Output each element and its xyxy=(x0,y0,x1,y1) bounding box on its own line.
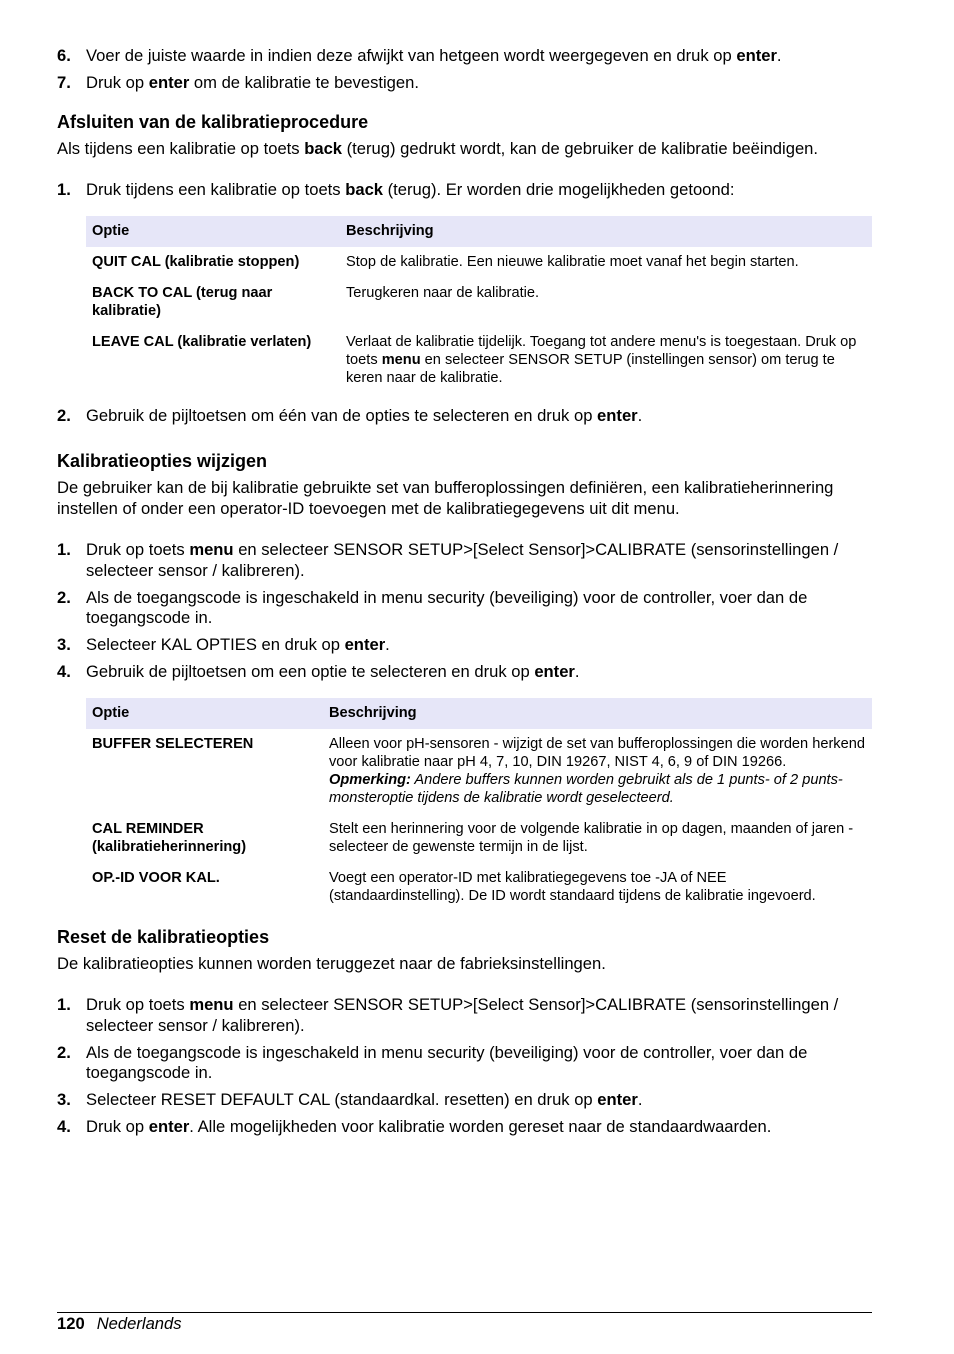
table-row xyxy=(86,278,872,327)
step-text-end: (terug). Er worden drie mogelijkheden getoond: xyxy=(383,180,735,199)
step-number: 1. xyxy=(57,540,71,559)
desc-text-end: en selecteer SENSOR SETUP (instellingen sensor) om terug te keren naar de kalibratie. xyxy=(346,351,835,386)
key-name: enter xyxy=(148,73,190,92)
step-number: 4. xyxy=(57,662,71,681)
key-name: enter xyxy=(534,662,575,681)
step-text-end: . xyxy=(637,405,643,425)
step-number: 2. xyxy=(57,587,71,607)
note-text: Andere buffers kunnen worden gebruikt als de 1 punts- of 2 punts-monsteroptie tijdens de kalibratie wordt geselecteerd. xyxy=(329,771,843,806)
step-text-end: en selecteer SENSOR SETUP>[Select Sensor]>CALIBRATE (sensorinstellingen / selecteer sensor / kalibreren). xyxy=(86,540,839,580)
step-item xyxy=(57,73,872,94)
step-text-end: om de kalibratie te bevestigen. xyxy=(189,73,419,92)
key-name: back xyxy=(345,180,384,199)
step-text: Als de toegangscode is ingeschakeld in menu security (beveiliging) voor de controller, voer dan de toegangscode in. xyxy=(86,587,808,627)
step-number: 4. xyxy=(57,1117,71,1136)
table-row xyxy=(86,247,872,278)
para-text: Als tijdens een kalibratie op toets xyxy=(57,138,305,158)
section-paragraph: De gebruiker kan de bij kalibratie gebruikte set van bufferoplossingen definiëren, een kalibratieherinnering instellen of onder een operator-ID toevoegen met de kalibratiegegevens uit dit menu. xyxy=(57,478,834,518)
options-table xyxy=(86,698,872,912)
step-text-end: . xyxy=(637,1090,643,1109)
step-item xyxy=(57,540,872,581)
desc-text: Alleen voor pH-sensoren - wijzigt de set van bufferoplossingen die worden herkend voor kalibratie naar pH 4, 7, 10, DIN 19267, NIST 4, 6, 9 of DIN 19266. xyxy=(329,735,865,770)
step-number: 1. xyxy=(57,180,71,199)
key-name: enter xyxy=(597,1090,638,1109)
step-text-end: . Alle mogelijkheden voor kalibratie worden gereset naar de standaardwaarden. xyxy=(189,1117,772,1136)
key-name: enter xyxy=(148,1117,190,1136)
key-name: enter xyxy=(597,405,638,425)
table-header-row xyxy=(86,216,872,247)
section-heading: Reset de kalibratieopties xyxy=(57,926,270,947)
step-text: Voer de juiste waarde in indien deze afwijkt van hetgeen wordt weergegeven en druk op xyxy=(86,46,737,65)
table-row xyxy=(86,729,872,814)
section-paragraph xyxy=(57,139,872,160)
description-cell: Voegt een operator-ID met kalibratiegegevens toe -JA of NEE (standaardinstelling). De ID wordt standaard tijdens de kalibratie ingevoerd. xyxy=(329,869,816,904)
option-cell: OP.-ID VOOR KAL. xyxy=(92,869,220,886)
step-text-end: . xyxy=(574,662,580,681)
option-cell: QUIT CAL (kalibratie stoppen) xyxy=(92,253,300,270)
table-header-row xyxy=(86,698,872,729)
table-row xyxy=(86,327,872,394)
step-number: 3. xyxy=(57,635,71,654)
key-name: enter xyxy=(344,635,386,654)
step-text-end: en selecteer SENSOR SETUP>[Select Sensor]>CALIBRATE (sensorinstellingen / selecteer sensor / kalibreren). xyxy=(86,995,839,1035)
step-number: 7. xyxy=(57,73,71,92)
note xyxy=(329,771,866,807)
description-cell: Terugkeren naar de kalibratie. xyxy=(346,284,540,301)
step-text: Druk op toets xyxy=(86,995,190,1014)
page-footer xyxy=(57,1312,872,1335)
description-cell xyxy=(323,729,872,814)
section-paragraph: De kalibratieopties kunnen worden teruggezet naar de fabrieksinstellingen. xyxy=(57,953,606,973)
table-row xyxy=(86,863,872,912)
option-cell: BUFFER SELECTEREN xyxy=(92,735,254,752)
column-header-description: Beschrijving xyxy=(340,216,872,247)
step-item xyxy=(57,588,872,629)
step-number: 3. xyxy=(57,1090,71,1109)
step-text: Als de toegangscode is ingeschakeld in menu security (beveiliging) voor de controller, voer dan de toegangscode in. xyxy=(86,1042,808,1082)
step-number: 1. xyxy=(57,995,71,1014)
step-item xyxy=(57,1043,872,1084)
para-text-end: (terug) gedrukt wordt, kan de gebruiker de kalibratie beëindigen. xyxy=(342,138,819,158)
step-text: Druk op xyxy=(86,73,149,92)
step-item xyxy=(57,995,872,1036)
page-number: 120 xyxy=(57,1314,85,1333)
step-text: Druk op toets xyxy=(86,540,190,559)
step-text-end: . xyxy=(385,635,390,654)
step-text: Gebruik de pijltoetsen om één van de opties te selecteren en druk op xyxy=(86,405,598,425)
key-name: back xyxy=(304,138,343,158)
desc-text: Verlaat de kalibratie tijdelijk. Toegang tot andere menu's is toegestaan. Druk op toets xyxy=(346,333,857,368)
step-text: Gebruik de pijltoetsen om een optie te selecteren en druk op xyxy=(86,662,535,681)
option-cell: CAL REMINDER (kalibratieherinnering) xyxy=(92,820,247,855)
description-cell: Stelt een herinnering voor de volgende kalibratie in op dagen, maanden of jaren - selecteer de gewenste termijn in de lijst. xyxy=(329,820,854,855)
step-item xyxy=(57,662,872,683)
option-cell: LEAVE CAL (kalibratie verlaten) xyxy=(92,333,312,350)
step-number: 6. xyxy=(57,46,71,65)
section-heading: Afsluiten van de kalibratieprocedure xyxy=(57,111,369,132)
step-text: Selecteer RESET DEFAULT CAL (standaardkal. resetten) en druk op xyxy=(86,1090,598,1109)
step-text: Selecteer KAL OPTIES en druk op xyxy=(86,635,345,654)
option-cell: BACK TO CAL (terug naar kalibratie) xyxy=(92,284,273,319)
step-item xyxy=(57,1090,872,1111)
step-text: Druk tijdens een kalibratie op toets xyxy=(86,180,346,199)
section-heading: Kalibratieopties wijzigen xyxy=(57,451,268,471)
step-item xyxy=(57,406,872,427)
step-item xyxy=(57,635,872,656)
options-table xyxy=(86,216,872,394)
key-name: menu xyxy=(189,995,234,1014)
description-cell xyxy=(340,327,872,394)
step-item xyxy=(57,46,872,67)
column-header-option: Optie xyxy=(86,698,323,729)
column-header-option: Optie xyxy=(86,216,340,247)
note-label: Opmerking: xyxy=(329,771,411,788)
step-number: 2. xyxy=(57,1042,71,1062)
step-text: Druk op xyxy=(86,1117,149,1136)
key-name: menu xyxy=(381,351,421,368)
key-name: menu xyxy=(189,540,234,559)
document-page xyxy=(57,46,872,1144)
step-item xyxy=(57,180,872,201)
column-header-description: Beschrijving xyxy=(323,698,872,729)
footer-language: Nederlands xyxy=(96,1314,182,1333)
step-text-end: . xyxy=(776,46,782,65)
step-number: 2. xyxy=(57,405,71,425)
description-cell: Stop de kalibratie. Een nieuwe kalibratie moet vanaf het begin starten. xyxy=(346,253,799,270)
key-name: enter xyxy=(736,46,777,65)
table-row xyxy=(86,814,872,863)
step-item xyxy=(57,1117,872,1138)
